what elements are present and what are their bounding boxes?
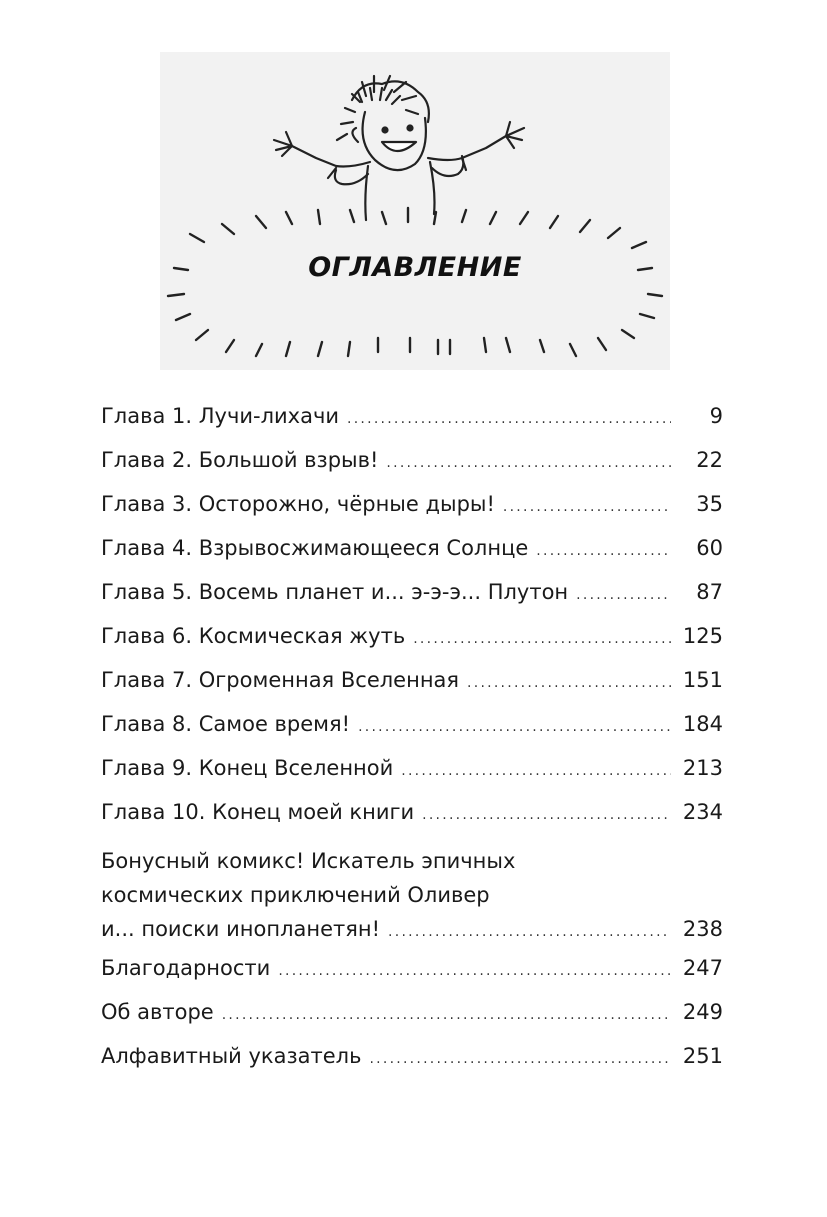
cartoon-illustration [160,52,670,370]
toc-entry [101,404,723,448]
table-of-contents [101,404,723,1088]
toc-entry-page: 87 [696,580,723,604]
dot-leader [222,1007,671,1023]
toc-entry-title: Глава 9. Конец Вселенной [101,756,394,780]
toc-entry [101,800,723,844]
dot-leader [503,499,671,515]
dot-leader [386,455,671,471]
toc-entry-page: 238 [682,917,723,941]
toc-entry [101,956,723,1000]
toc-entry-title: Глава 6. Космическая жуть [101,624,406,648]
toc-entry [101,624,723,668]
toc-entry-page: 251 [682,1044,723,1068]
toc-entry [101,492,723,536]
dot-leader [347,411,671,427]
dot-leader [401,763,671,779]
toc-entry-page: 22 [696,448,723,472]
toc-entry [101,1000,723,1044]
toc-entry [101,668,723,712]
dot-leader [536,543,671,559]
toc-entry-page: 234 [682,800,723,824]
toc-entry [101,712,723,756]
bonus-title-line: и... поиски инопланетян! [101,917,381,941]
toc-entry-page: 184 [682,712,723,736]
toc-entry-bonus [101,844,723,956]
toc-entry-title: Об авторе [101,1000,214,1024]
toc-entry-title: Глава 7. Огроменная Вселенная [101,668,460,692]
toc-entry [101,756,723,800]
toc-entry-title: Глава 10. Конец моей книги [101,800,415,824]
toc-entry-title: Глава 4. Взрывосжимающееся Солнце [101,536,529,560]
toc-entry [101,536,723,580]
cartoon-boy-icon [160,52,670,370]
dot-leader [369,1051,671,1067]
dot-leader [422,807,671,823]
toc-entry-page: 60 [696,536,723,560]
toc-entry-title: Глава 2. Большой взрыв! [101,448,379,472]
toc-entry-title: Благодарности [101,956,271,980]
page-title: ОГЛАВЛЕНИЕ [308,252,522,283]
dot-leader [576,587,671,603]
toc-entry-page: 125 [682,624,723,648]
toc-entry-page: 249 [682,1000,723,1024]
toc-entry-page: 35 [696,492,723,516]
toc-entry [101,580,723,624]
dot-leader [358,719,671,735]
bonus-title-line: космических приключений Оливер [101,883,490,907]
dot-leader [278,963,671,979]
bonus-title-line: Бонусный комикс! Искатель эпичных [101,849,516,873]
toc-entry-title: Глава 8. Самое время! [101,712,351,736]
toc-entry-title: Глава 5. Восемь планет и... э-э-э... Плутон [101,580,569,604]
toc-entry-page: 9 [709,404,723,428]
toc-entry-title: Глава 3. Осторожно, чёрные дыры! [101,492,495,516]
toc-entry [101,448,723,492]
toc-entry-page: 151 [682,668,723,692]
dot-leader [413,631,671,647]
toc-entry-title: Алфавитный указатель [101,1044,362,1068]
toc-entry-title: Глава 1. Лучи-лихачи [101,404,340,428]
dot-leader [467,675,671,691]
toc-entry-page: 247 [682,956,723,980]
toc-entry [101,1044,723,1088]
bonus-title-last [101,912,723,956]
dot-leader [388,915,671,949]
toc-entry-page: 213 [682,756,723,780]
